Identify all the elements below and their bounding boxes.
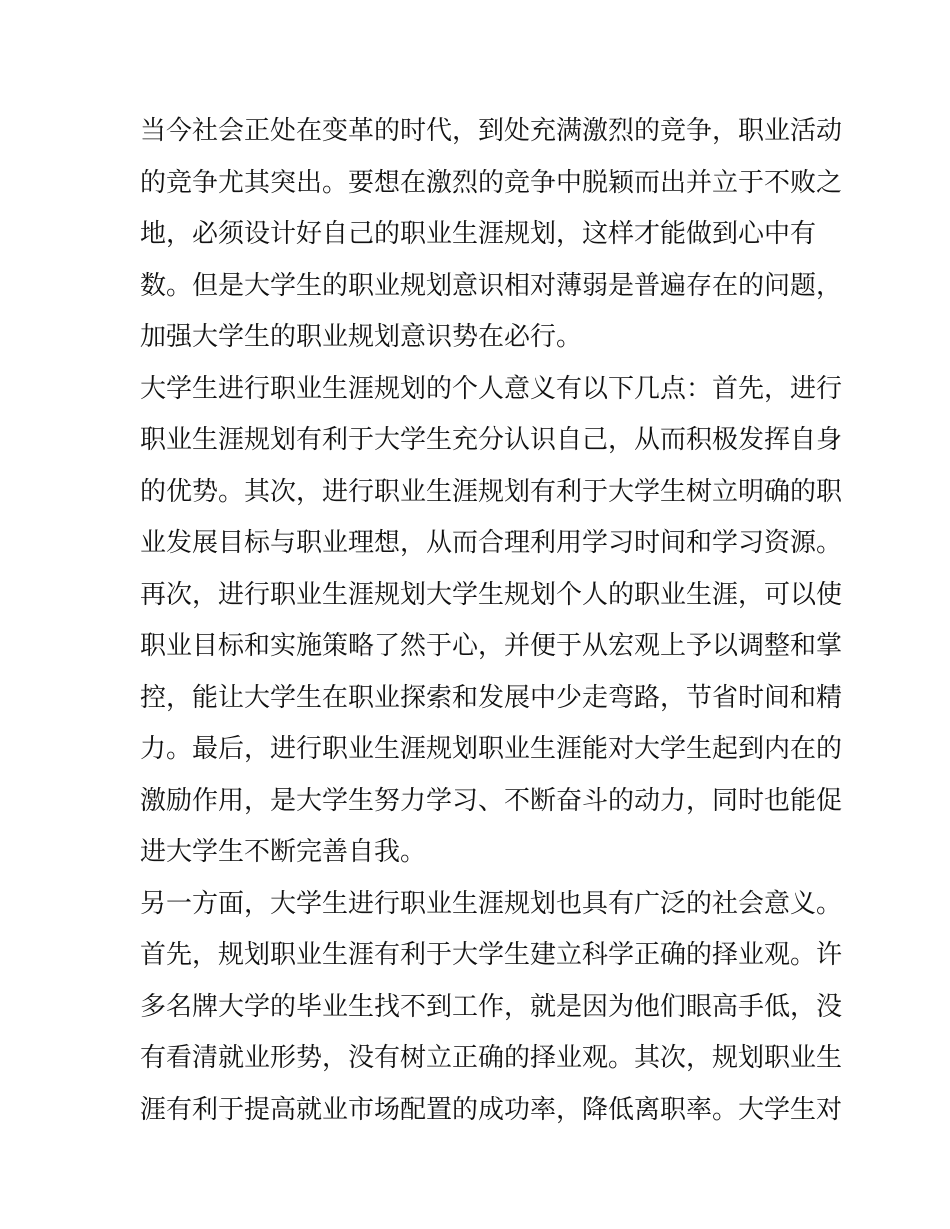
text-line: 的竞争尤其突出。要想在激烈的竞争中脱颖而出并立于不败之 [140, 167, 843, 198]
text-line: 当今社会正处在变革的时代，到处充满激烈的竞争，职业活动 [140, 116, 843, 146]
text-line: 进大学生不断完善自我。 [140, 837, 427, 867]
text-line: 数。但是大学生的职业规划意识相对薄弱是普遍存在的问题， [140, 270, 843, 301]
text-line: 的优势。其次，进行职业生涯规划有利于大学生树立明确的职 [140, 476, 843, 507]
text-line: 首先，规划职业生涯有利于大学生建立科学正确的择业观。许 [140, 940, 843, 970]
text-line: 职业生涯规划有利于大学生充分认识自己，从而积极发挥自身 [140, 425, 843, 455]
text-line: 加强大学生的职业规划意识势在必行。 [140, 322, 583, 352]
text-line: 涯有利于提高就业市场配置的成功率，降低离职率。大学生对 [140, 1094, 843, 1125]
text-line: 力。最后，进行职业生涯规划职业生涯能对大学生起到内在的 [140, 734, 843, 764]
text-line: 地，必须设计好自己的职业生涯规划，这样才能做到心中有 [140, 219, 817, 249]
text-line: 职业目标和实施策略了然于心，并便于从宏观上予以调整和掌 [140, 631, 843, 661]
text-line: 业发展目标与职业理想，从而合理利用学习时间和学习资源。 [140, 528, 843, 558]
text-line: 另一方面，大学生进行职业生涯规划也具有广泛的社会意义。 [140, 888, 843, 919]
text-line: 控，能让大学生在职业探索和发展中少走弯路，节省时间和精 [140, 682, 843, 713]
text-line: 激励作用，是大学生努力学习、不断奋斗的动力，同时也能促 [140, 785, 843, 816]
text-line: 再次，进行职业生涯规划大学生规划个人的职业生涯，可以使 [140, 579, 843, 610]
body-text [140, 106, 843, 1136]
text-line: 多名牌大学的毕业生找不到工作，就是因为他们眼高手低，没 [140, 991, 843, 1022]
text-line: 大学生进行职业生涯规划的个人意义有以下几点：首先，进行 [140, 373, 843, 404]
text-line: 有看清就业形势，没有树立正确的择业观。其次，规划职业生 [140, 1043, 843, 1073]
